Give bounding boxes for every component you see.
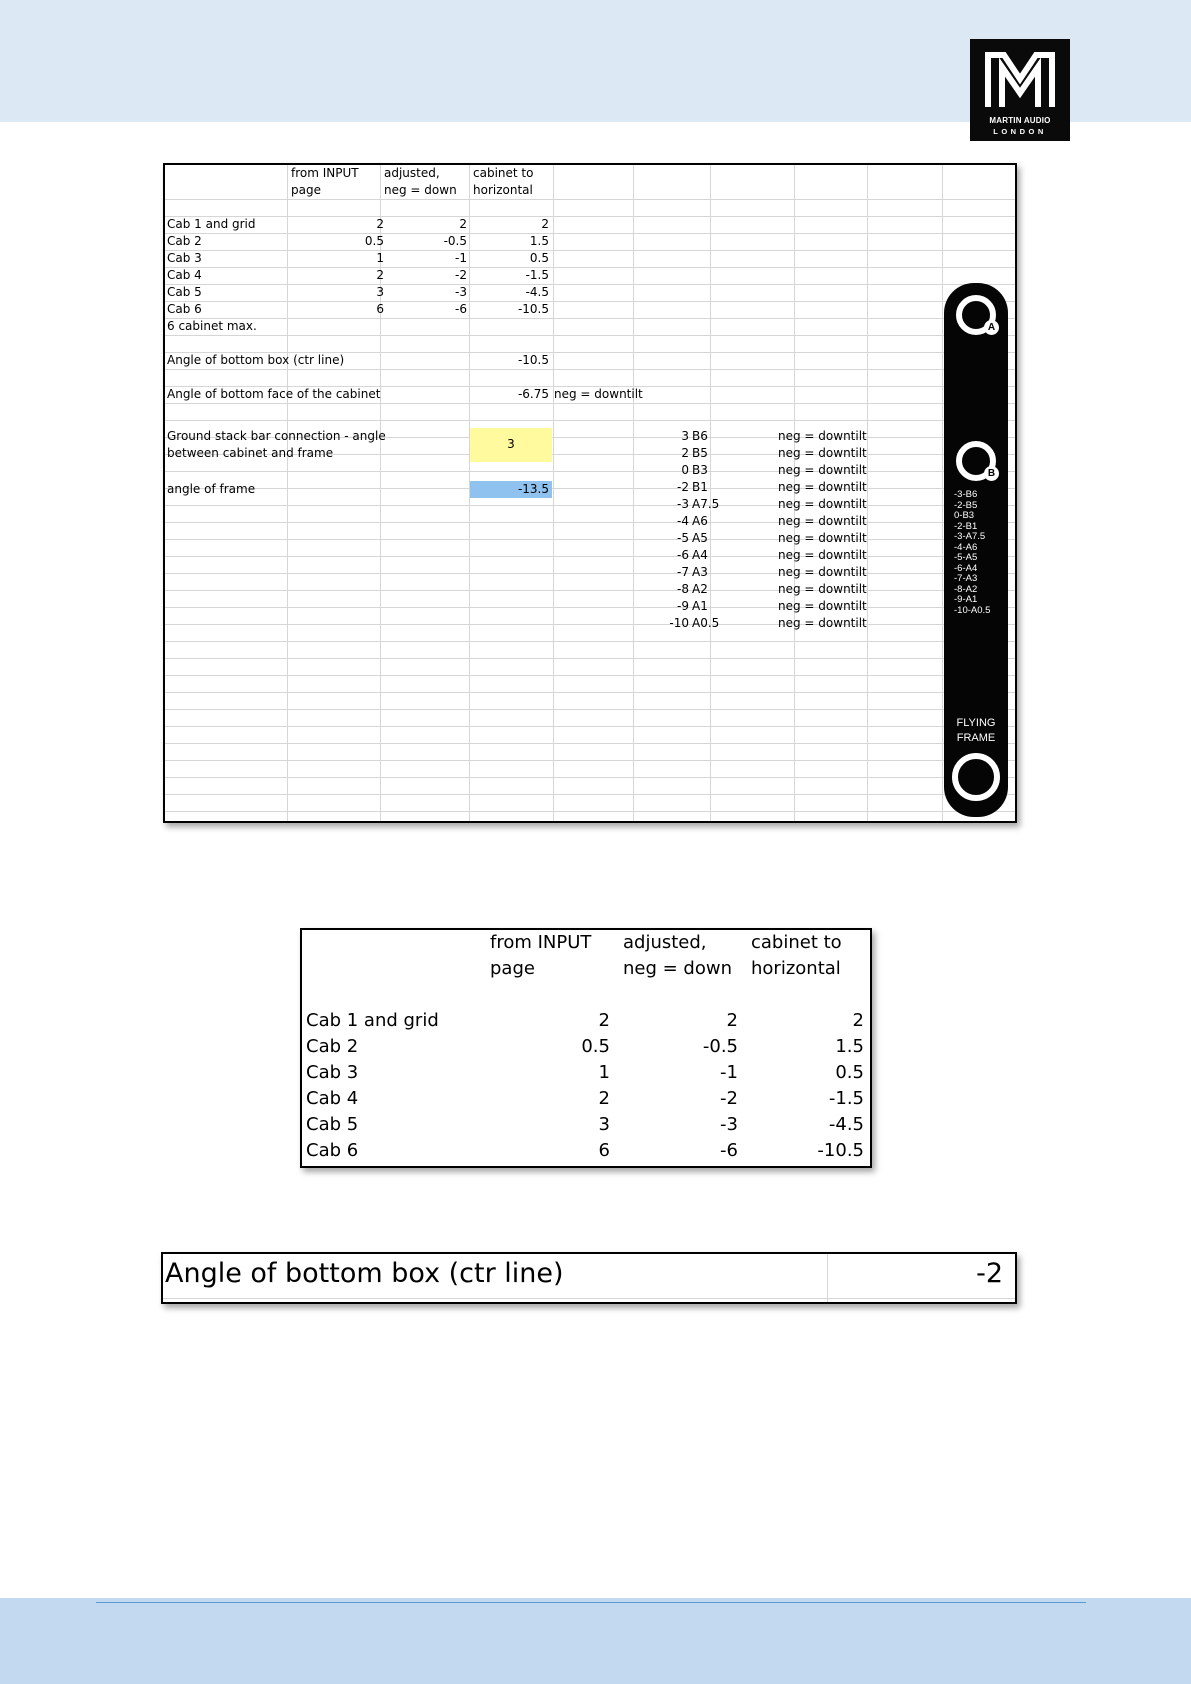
position-note: neg = downtilt — [778, 531, 867, 545]
bottom-face-label: Angle of bottom face of the cabinet — [167, 387, 381, 401]
row-horizontal: -10.5 — [817, 1140, 864, 1161]
position-code: A5 — [692, 531, 708, 545]
flying-frame-caption-2: FRAME — [956, 732, 996, 744]
row-input: 2 — [598, 1088, 610, 1109]
position-code: A6 — [692, 514, 708, 528]
position-code: B1 — [692, 480, 708, 494]
position-angle: -7 — [677, 565, 689, 579]
row-horizontal: 0.5 — [835, 1062, 864, 1083]
row-horizontal: 2 — [852, 1010, 864, 1031]
row-adjusted: -1 — [455, 251, 467, 265]
frame-position-label: -2-B5 — [954, 499, 978, 511]
row-label: Cab 6 — [306, 1140, 359, 1161]
row-label: Cab 5 — [167, 285, 202, 299]
position-code: A3 — [692, 565, 708, 579]
row-horizontal: 1.5 — [835, 1036, 864, 1057]
row-horizontal: -10.5 — [517, 302, 549, 316]
row-horizontal: -4.5 — [828, 1114, 864, 1135]
position-angle: -10 — [669, 616, 689, 630]
frame-position-label: -5-A5 — [954, 552, 978, 563]
row-horizontal: -1.5 — [828, 1088, 864, 1109]
frame-position-label: -3-A7.5 — [954, 531, 986, 542]
header-adjusted-2: neg = down — [623, 958, 733, 979]
row-label: Cab 6 — [167, 302, 202, 316]
row-horizontal: -1.5 — [525, 268, 549, 282]
row-input: 6 — [598, 1140, 610, 1161]
bottom-box-value: -2 — [976, 1258, 1003, 1289]
frame-position-label: -7-A3 — [954, 573, 978, 584]
ground-stack-value: 3 — [507, 437, 515, 451]
frame-angle-value: -13.5 — [517, 482, 549, 496]
frame-position-label: -2-B1 — [954, 520, 978, 532]
row-input: 3 — [598, 1114, 610, 1135]
header-cabinet-2: horizontal — [473, 183, 533, 197]
position-note: neg = downtilt — [778, 480, 867, 494]
position-code: A0.5 — [692, 616, 720, 630]
row-input: 6 — [376, 302, 384, 316]
row-adjusted: -6 — [720, 1140, 738, 1161]
header-from-input-2: page — [291, 183, 321, 197]
row-adjusted: 2 — [459, 217, 467, 231]
flying-frame-illustration — [944, 283, 1008, 817]
row-label: Cab 5 — [306, 1114, 359, 1135]
position-angle: 0 — [681, 463, 689, 477]
row-label: Cab 4 — [306, 1088, 359, 1109]
row-adjusted: -0.5 — [702, 1036, 738, 1057]
frame-position-label: -10-A0.5 — [954, 604, 991, 616]
bottom-face-value: -6.75 — [517, 387, 549, 401]
position-note: neg = downtilt — [778, 565, 867, 579]
row-horizontal: 1.5 — [529, 234, 549, 248]
position-code: B6 — [692, 429, 708, 443]
header-adjusted-1: adjusted, — [384, 166, 440, 180]
header-cabinet-2: horizontal — [751, 958, 841, 979]
page-footer-band — [0, 1598, 1191, 1684]
bottom-box-label: Angle of bottom box (ctr line) — [167, 353, 345, 367]
row-adjusted: -6 — [455, 302, 467, 316]
flying-frame-caption-1: FLYING — [956, 717, 996, 729]
bottom-face-note: neg = downtilt — [554, 387, 643, 401]
bottom-box-value: -10.5 — [517, 353, 549, 367]
row-label: Cab 1 and grid — [306, 1010, 439, 1031]
row-horizontal: 0.5 — [529, 251, 549, 265]
position-angle: -6 — [677, 548, 689, 562]
position-code: A7.5 — [692, 497, 720, 511]
row-input: 1 — [598, 1062, 610, 1083]
row-label: Cab 2 — [167, 234, 202, 248]
frame-bottom-hole-icon — [952, 753, 1000, 801]
row-input: 3 — [376, 285, 384, 299]
position-code: B5 — [692, 446, 708, 460]
row-adjusted: -3 — [455, 285, 467, 299]
position-note: neg = downtilt — [778, 429, 867, 443]
ground-stack-label-1: Ground stack bar connection - angle — [167, 429, 386, 443]
position-angle: 2 — [681, 446, 689, 460]
position-code: A2 — [692, 582, 708, 596]
frame-position-label: -6-A4 — [954, 562, 978, 574]
position-note: neg = downtilt — [778, 463, 867, 477]
position-angle: -9 — [677, 599, 689, 613]
position-note: neg = downtilt — [778, 446, 867, 460]
position-angle: -2 — [677, 480, 689, 494]
position-note: neg = downtilt — [778, 582, 867, 596]
position-angle: 3 — [681, 429, 689, 443]
frame-angle-label: angle of frame — [167, 482, 256, 496]
martin-audio-logo — [970, 39, 1070, 141]
header-cabinet-1: cabinet to — [751, 932, 842, 953]
hole-b-badge: B — [984, 466, 999, 481]
footer-rule — [96, 1602, 1086, 1603]
logo-city: LONDON — [993, 127, 1047, 136]
row-label: Cab 3 — [167, 251, 202, 265]
spreadsheet-screenshot-full — [163, 163, 1017, 823]
bottom-box-label: Angle of bottom box (ctr line) — [165, 1258, 564, 1289]
spreadsheet-screenshot-cabinet-angles — [300, 928, 872, 1168]
header-cabinet-1: cabinet to — [473, 166, 534, 180]
position-note: neg = downtilt — [778, 497, 867, 511]
position-angle: -5 — [677, 531, 689, 545]
position-angle: -3 — [677, 497, 689, 511]
frame-position-label: -8-A2 — [954, 583, 978, 595]
row-adjusted: -1 — [720, 1062, 738, 1083]
frame-position-label: -9-A1 — [954, 594, 978, 605]
row-horizontal: -4.5 — [525, 285, 549, 299]
row-input: 2 — [598, 1010, 610, 1031]
row-input: 0.5 — [581, 1036, 610, 1057]
hole-a-badge: A — [984, 320, 999, 335]
row-input: 1 — [376, 251, 384, 265]
row-input: 2 — [376, 268, 384, 282]
position-code: A4 — [692, 548, 708, 562]
row-adjusted: -3 — [720, 1114, 738, 1135]
row-adjusted: -2 — [455, 268, 467, 282]
header-adjusted-2: neg = down — [384, 183, 457, 197]
row-horizontal: 2 — [541, 217, 549, 231]
position-note: neg = downtilt — [778, 514, 867, 528]
row-input: 2 — [376, 217, 384, 231]
header-adjusted-1: adjusted, — [623, 932, 707, 953]
header-from-input-2: page — [490, 958, 535, 979]
position-angle: -4 — [677, 514, 689, 528]
row-label: Cab 1 and grid — [167, 217, 256, 231]
position-note: neg = downtilt — [778, 548, 867, 562]
spreadsheet-screenshot-bottom-box — [161, 1252, 1017, 1304]
position-code: B3 — [692, 463, 708, 477]
ground-stack-label-2: between cabinet and frame — [167, 446, 334, 460]
frame-position-label: -4-A6 — [954, 541, 978, 553]
row-label: Cab 2 — [306, 1036, 359, 1057]
frame-position-label: 0-B3 — [954, 510, 975, 521]
logo-brand: MARTIN AUDIO — [989, 116, 1051, 125]
frame-position-label: -3-B6 — [954, 489, 978, 500]
header-from-input-1: from INPUT — [291, 166, 359, 180]
frame-position-labels — [954, 490, 1004, 616]
row-adjusted: -2 — [720, 1088, 738, 1109]
header-from-input-1: from INPUT — [490, 932, 592, 953]
row-input: 0.5 — [364, 234, 384, 248]
row-label: Cab 4 — [167, 268, 202, 282]
position-code: A1 — [692, 599, 708, 613]
row-label: Cab 3 — [306, 1062, 359, 1083]
position-note: neg = downtilt — [778, 616, 867, 630]
martin-audio-m-mark — [984, 49, 1056, 111]
max-cabinet-note: 6 cabinet max. — [167, 319, 257, 333]
row-adjusted: -0.5 — [443, 234, 467, 248]
position-note: neg = downtilt — [778, 599, 867, 613]
row-adjusted: 2 — [726, 1010, 738, 1031]
position-angle: -8 — [677, 582, 689, 596]
